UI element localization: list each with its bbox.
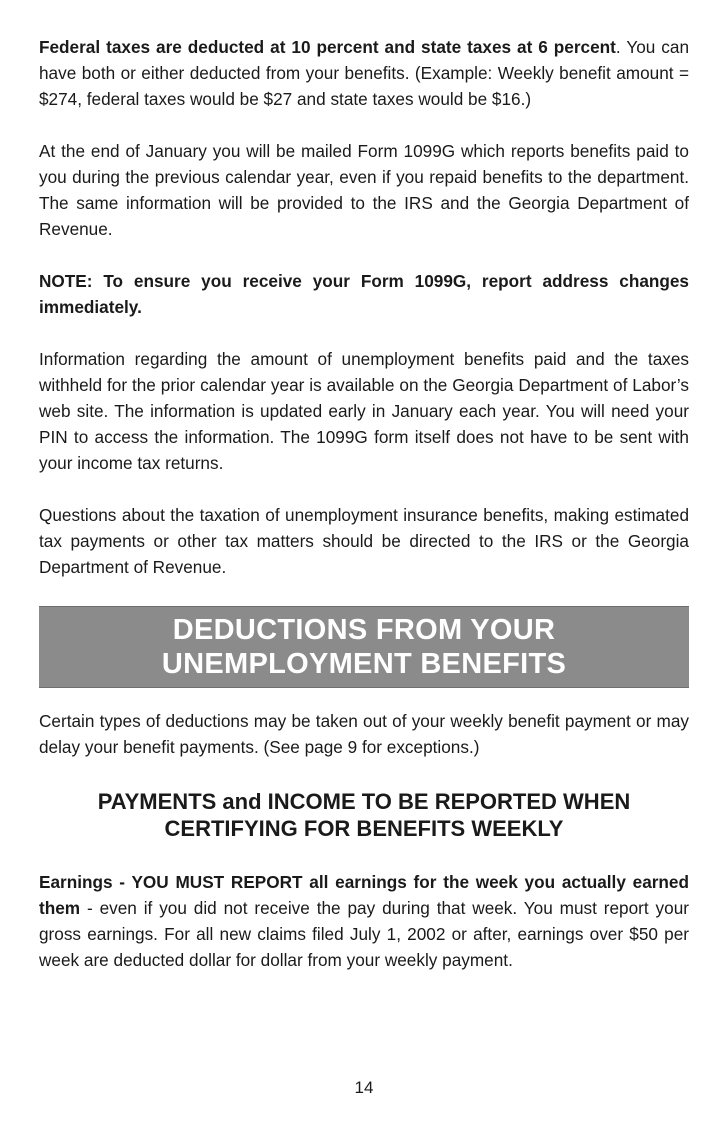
heading-line-1: PAYMENTS and INCOME TO BE REPORTED WHEN [97,789,631,814]
heading-line-2: CERTIFYING FOR BENEFITS WEEKLY [164,816,564,841]
banner-title-line-1: DEDUCTIONS FROM YOUR [172,614,556,646]
deductions-section-banner [39,606,689,688]
form-1099g-paragraph: At the end of January you will be mailed Form 1099G which reports benefits paid to you during the previous calendar year, even if you repaid benefits to the department. The same information will be provided to the IRS and the Georgia Department of Revenue. [39,141,689,239]
banner-title-line-2: UNEMPLOYMENT BENEFITS [161,648,567,680]
benefit-info-paragraph: Information regarding the amount of unemployment benefits paid and the taxes withheld for the prior calendar year is available on the Georgia Department of Labor’s web site. The information is updated early in January each year. You will need your PIN to access the information. The 1099G form itself does not have to be sent with your income tax returns. [39,349,689,473]
payments-income-heading [39,788,689,842]
tax-questions-paragraph: Questions about the taxation of unemployment insurance benefits, making estimated tax payments or other tax matters should be directed to the IRS or the Georgia Department of Revenue. [39,505,689,577]
earnings-text: - even if you did not receive the pay during that week. You must report your gross earnings. For all new claims filed July 1, 2002 or after, earnings over $50 per week are deducted dollar for dollar from your weekly payment. [39,898,689,970]
page-content [39,34,689,973]
tax-deduction-paragraph [39,34,689,112]
page-number: 14 [354,1078,374,1097]
earnings-label: Earnings - YOU MUST REPORT all earnings for the week you actually earned them [39,872,689,918]
tax-rate-statement: Federal taxes are deducted at 10 percent and state taxes at 6 percent [39,37,616,57]
address-change-note: NOTE: To ensure you receive your Form 1099G, report address changes immediately. [39,271,689,317]
tax-example-text: . You can have both or either deducted from your benefits. (Example: Weekly benefit amount = $274, federal taxes would be $27 and state taxes would be $16.) [39,37,690,109]
deductions-intro-paragraph: Certain types of deductions may be taken out of your weekly benefit payment or may delay your benefit payments. (See page 9 for exceptions.) [39,711,689,757]
earnings-paragraph [39,869,689,973]
